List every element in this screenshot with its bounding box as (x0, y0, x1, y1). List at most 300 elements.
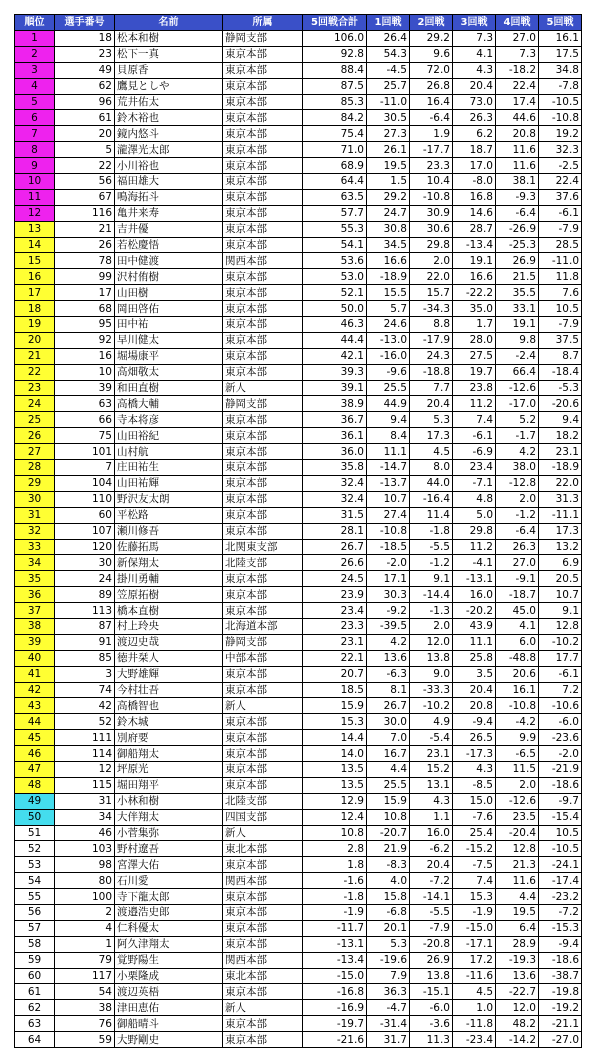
player-number-cell: 46 (55, 825, 115, 841)
round-3-score-cell: 5.0 (453, 507, 496, 523)
player-number-cell: 3 (55, 666, 115, 682)
total-score-cell: -16.9 (303, 1000, 367, 1016)
branch-cell: 東京本部 (223, 571, 303, 587)
player-name-cell: 橋本直樹 (115, 603, 223, 619)
round-1-score-cell: 25.5 (367, 380, 410, 396)
round-3-score-cell: 4.5 (453, 984, 496, 1000)
round-2-score-cell: 4.5 (410, 444, 453, 460)
player-number-cell: 89 (55, 587, 115, 603)
total-score-cell: 32.4 (303, 475, 367, 491)
round-2-score-cell: 9.1 (410, 571, 453, 587)
round-2-score-cell: 5.3 (410, 412, 453, 428)
player-number-cell: 68 (55, 301, 115, 317)
player-number-cell: 7 (55, 460, 115, 476)
total-score-cell: 35.8 (303, 460, 367, 476)
branch-cell: 東京本部 (223, 317, 303, 333)
round-3-score-cell: 73.0 (453, 94, 496, 110)
round-5-score-cell: -9.7 (539, 793, 582, 809)
round-3-score-cell: 6.2 (453, 126, 496, 142)
player-name-cell: 瀬川修吾 (115, 523, 223, 539)
rank-cell: 43 (15, 698, 55, 714)
round-2-score-cell: 11.4 (410, 507, 453, 523)
player-number-cell: 54 (55, 984, 115, 1000)
round-1-score-cell: 21.9 (367, 841, 410, 857)
header-name: 名前 (115, 15, 223, 31)
total-score-cell: 88.4 (303, 62, 367, 78)
round-1-score-cell: 10.8 (367, 809, 410, 825)
table-row (15, 746, 582, 762)
table-row (15, 777, 582, 793)
round-4-score-cell: -12.6 (496, 793, 539, 809)
table-row (15, 158, 582, 174)
round-4-score-cell: 6.0 (496, 634, 539, 650)
player-number-cell: 87 (55, 618, 115, 634)
table-row (15, 968, 582, 984)
table-row (15, 285, 582, 301)
total-score-cell: 46.3 (303, 317, 367, 333)
total-score-cell: 14.0 (303, 746, 367, 762)
round-1-score-cell: 4.0 (367, 873, 410, 889)
round-3-score-cell: -1.9 (453, 904, 496, 920)
round-4-score-cell: 11.6 (496, 142, 539, 158)
round-3-score-cell: 7.3 (453, 31, 496, 47)
player-number-cell: 95 (55, 317, 115, 333)
branch-cell: 東京本部 (223, 126, 303, 142)
round-5-score-cell: -10.2 (539, 634, 582, 650)
branch-cell: 東京本部 (223, 412, 303, 428)
round-3-score-cell: 20.4 (453, 682, 496, 698)
round-5-score-cell: 20.5 (539, 571, 582, 587)
branch-cell: 関西本部 (223, 253, 303, 269)
branch-cell: 東京本部 (223, 1032, 303, 1048)
player-name-cell: 宮澤大佑 (115, 857, 223, 873)
table-row (15, 110, 582, 126)
branch-cell: 新人 (223, 698, 303, 714)
round-4-score-cell: -20.4 (496, 825, 539, 841)
rank-cell: 17 (15, 285, 55, 301)
player-name-cell: 小林和樹 (115, 793, 223, 809)
round-2-score-cell: 44.0 (410, 475, 453, 491)
branch-cell: 東京本部 (223, 746, 303, 762)
player-name-cell: 鷹見としや (115, 78, 223, 94)
player-name-cell: 早川健太 (115, 332, 223, 348)
round-2-score-cell: 17.3 (410, 428, 453, 444)
rank-cell: 40 (15, 650, 55, 666)
table-row (15, 857, 582, 873)
total-score-cell: 50.0 (303, 301, 367, 317)
round-1-score-cell: 5.3 (367, 936, 410, 952)
player-name-cell: 石川愛 (115, 873, 223, 889)
round-4-score-cell: 26.3 (496, 539, 539, 555)
total-score-cell: 12.4 (303, 809, 367, 825)
total-score-cell: 85.3 (303, 94, 367, 110)
round-4-score-cell: 19.1 (496, 317, 539, 333)
table-row (15, 730, 582, 746)
round-4-score-cell: -4.2 (496, 714, 539, 730)
total-score-cell: 15.3 (303, 714, 367, 730)
round-2-score-cell: -1.3 (410, 603, 453, 619)
round-5-score-cell: 10.5 (539, 825, 582, 841)
branch-cell: 東京本部 (223, 110, 303, 126)
round-1-score-cell: -31.4 (367, 1016, 410, 1032)
player-name-cell: 吉井優 (115, 221, 223, 237)
round-4-score-cell: 11.5 (496, 761, 539, 777)
round-3-score-cell: 26.5 (453, 730, 496, 746)
table-row (15, 698, 582, 714)
table-row (15, 428, 582, 444)
rank-cell: 63 (15, 1016, 55, 1032)
round-4-score-cell: 27.0 (496, 31, 539, 47)
round-1-score-cell: -4.5 (367, 62, 410, 78)
rank-cell: 49 (15, 793, 55, 809)
round-5-score-cell: 7.2 (539, 682, 582, 698)
header-rank: 順位 (15, 15, 55, 31)
round-5-score-cell: -6.1 (539, 666, 582, 682)
round-4-score-cell: -12.6 (496, 380, 539, 396)
player-name-cell: 田中健渡 (115, 253, 223, 269)
rank-cell: 2 (15, 46, 55, 62)
player-number-cell: 59 (55, 1032, 115, 1048)
table-row (15, 174, 582, 190)
total-score-cell: 36.0 (303, 444, 367, 460)
total-score-cell: 75.4 (303, 126, 367, 142)
round-1-score-cell: 31.7 (367, 1032, 410, 1048)
player-name-cell: 大伴翔太 (115, 809, 223, 825)
player-number-cell: 60 (55, 507, 115, 523)
rank-cell: 9 (15, 158, 55, 174)
player-number-cell: 34 (55, 809, 115, 825)
round-2-score-cell: 9.6 (410, 46, 453, 62)
rank-cell: 13 (15, 221, 55, 237)
player-name-cell: 鏡内悠斗 (115, 126, 223, 142)
round-4-score-cell: 48.2 (496, 1016, 539, 1032)
rank-cell: 29 (15, 475, 55, 491)
player-number-cell: 63 (55, 396, 115, 412)
player-number-cell: 100 (55, 889, 115, 905)
round-1-score-cell: 9.4 (367, 412, 410, 428)
table-row (15, 31, 582, 47)
round-2-score-cell: -17.7 (410, 142, 453, 158)
round-2-score-cell: 4.3 (410, 793, 453, 809)
total-score-cell: 84.2 (303, 110, 367, 126)
table-row (15, 936, 582, 952)
round-2-score-cell: -5.5 (410, 539, 453, 555)
table-row (15, 364, 582, 380)
table-row (15, 603, 582, 619)
round-1-score-cell: -14.7 (367, 460, 410, 476)
rank-cell: 22 (15, 364, 55, 380)
player-number-cell: 110 (55, 491, 115, 507)
rank-cell: 38 (15, 618, 55, 634)
round-3-score-cell: 7.4 (453, 412, 496, 428)
branch-cell: 北関東支部 (223, 539, 303, 555)
header-round-3: 3回戦 (453, 15, 496, 31)
round-2-score-cell: 12.0 (410, 634, 453, 650)
round-5-score-cell: -10.6 (539, 698, 582, 714)
player-number-cell: 39 (55, 380, 115, 396)
player-number-cell: 66 (55, 412, 115, 428)
rank-cell: 58 (15, 936, 55, 952)
branch-cell: 東京本部 (223, 301, 303, 317)
round-3-score-cell: 16.8 (453, 189, 496, 205)
player-name-cell: 堀田翔平 (115, 777, 223, 793)
total-score-cell: 57.7 (303, 205, 367, 221)
round-5-score-cell: 19.2 (539, 126, 582, 142)
round-4-score-cell: -9.1 (496, 571, 539, 587)
player-number-cell: 91 (55, 634, 115, 650)
total-score-cell: 71.0 (303, 142, 367, 158)
round-2-score-cell: 10.4 (410, 174, 453, 190)
player-name-cell: 岡田啓佑 (115, 301, 223, 317)
branch-cell: 東京本部 (223, 730, 303, 746)
round-3-score-cell: 25.8 (453, 650, 496, 666)
round-2-score-cell: 26.8 (410, 78, 453, 94)
round-3-score-cell: -8.0 (453, 174, 496, 190)
round-5-score-cell: 9.4 (539, 412, 582, 428)
round-5-score-cell: -9.4 (539, 936, 582, 952)
table-row (15, 46, 582, 62)
round-2-score-cell: 11.3 (410, 1032, 453, 1048)
round-5-score-cell: 23.1 (539, 444, 582, 460)
table-row (15, 237, 582, 253)
round-2-score-cell: -6.4 (410, 110, 453, 126)
round-2-score-cell: 24.3 (410, 348, 453, 364)
round-5-score-cell: 11.8 (539, 269, 582, 285)
round-1-score-cell: 26.7 (367, 698, 410, 714)
round-4-score-cell: -17.0 (496, 396, 539, 412)
round-4-score-cell: 21.5 (496, 269, 539, 285)
branch-cell: 東京本部 (223, 1016, 303, 1032)
round-1-score-cell: 13.6 (367, 650, 410, 666)
round-3-score-cell: 16.6 (453, 269, 496, 285)
round-4-score-cell: 2.0 (496, 491, 539, 507)
round-2-score-cell: -34.3 (410, 301, 453, 317)
table-row (15, 682, 582, 698)
round-2-score-cell: -1.8 (410, 523, 453, 539)
branch-cell: 東京本部 (223, 332, 303, 348)
ranking-rows (15, 31, 582, 1048)
total-score-cell: 42.1 (303, 348, 367, 364)
rank-cell: 28 (15, 460, 55, 476)
round-3-score-cell: 4.8 (453, 491, 496, 507)
round-3-score-cell: 19.1 (453, 253, 496, 269)
round-2-score-cell: 2.0 (410, 253, 453, 269)
player-name-cell: 高橋智也 (115, 698, 223, 714)
round-2-score-cell: 20.4 (410, 396, 453, 412)
round-4-score-cell: -26.9 (496, 221, 539, 237)
total-score-cell: 22.1 (303, 650, 367, 666)
branch-cell: 関西本部 (223, 873, 303, 889)
branch-cell: 東京本部 (223, 460, 303, 476)
round-4-score-cell: 38.0 (496, 460, 539, 476)
branch-cell: 東京本部 (223, 777, 303, 793)
round-2-score-cell: 72.0 (410, 62, 453, 78)
round-5-score-cell: 17.3 (539, 523, 582, 539)
branch-cell: 東京本部 (223, 444, 303, 460)
round-5-score-cell: -18.4 (539, 364, 582, 380)
round-3-score-cell: 15.0 (453, 793, 496, 809)
round-2-score-cell: 8.8 (410, 317, 453, 333)
branch-cell: 東京本部 (223, 364, 303, 380)
round-4-score-cell: 21.3 (496, 857, 539, 873)
round-1-score-cell: 16.7 (367, 746, 410, 762)
total-score-cell: 20.7 (303, 666, 367, 682)
rank-cell: 32 (15, 523, 55, 539)
branch-cell: 東京本部 (223, 78, 303, 94)
round-3-score-cell: 1.0 (453, 1000, 496, 1016)
round-2-score-cell: 23.3 (410, 158, 453, 174)
round-3-score-cell: -13.1 (453, 571, 496, 587)
round-1-score-cell: 15.9 (367, 793, 410, 809)
round-4-score-cell: 45.0 (496, 603, 539, 619)
round-5-score-cell: -21.9 (539, 761, 582, 777)
round-4-score-cell: -1.7 (496, 428, 539, 444)
table-row (15, 444, 582, 460)
table-row (15, 555, 582, 571)
total-score-cell: 15.9 (303, 698, 367, 714)
total-score-cell: -19.7 (303, 1016, 367, 1032)
player-name-cell: 別府要 (115, 730, 223, 746)
branch-cell: 北海道本部 (223, 618, 303, 634)
round-1-score-cell: 29.2 (367, 189, 410, 205)
round-5-score-cell: 8.7 (539, 348, 582, 364)
player-number-cell: 61 (55, 110, 115, 126)
round-1-score-cell: 19.5 (367, 158, 410, 174)
rank-cell: 14 (15, 237, 55, 253)
table-row (15, 142, 582, 158)
round-3-score-cell: 11.1 (453, 634, 496, 650)
branch-cell: 北陸支部 (223, 555, 303, 571)
player-name-cell: 沢村侑樹 (115, 269, 223, 285)
table-row (15, 507, 582, 523)
round-1-score-cell: 4.4 (367, 761, 410, 777)
total-score-cell: -15.0 (303, 968, 367, 984)
round-4-score-cell: -6.5 (496, 746, 539, 762)
round-3-score-cell: 20.8 (453, 698, 496, 714)
round-1-score-cell: 44.9 (367, 396, 410, 412)
round-1-score-cell: 26.4 (367, 31, 410, 47)
table-row (15, 571, 582, 587)
round-1-score-cell: -6.8 (367, 904, 410, 920)
round-1-score-cell: -16.0 (367, 348, 410, 364)
player-name-cell: 田中祐 (115, 317, 223, 333)
player-number-cell: 85 (55, 650, 115, 666)
table-row (15, 650, 582, 666)
round-3-score-cell: -23.4 (453, 1032, 496, 1048)
round-4-score-cell: 12.0 (496, 1000, 539, 1016)
round-4-score-cell: -6.4 (496, 205, 539, 221)
player-name-cell: 平松路 (115, 507, 223, 523)
round-1-score-cell: -8.3 (367, 857, 410, 873)
round-1-score-cell: 7.9 (367, 968, 410, 984)
round-3-score-cell: -20.2 (453, 603, 496, 619)
branch-cell: 東京本部 (223, 666, 303, 682)
round-1-score-cell: 5.7 (367, 301, 410, 317)
total-score-cell: 36.1 (303, 428, 367, 444)
round-4-score-cell: -18.7 (496, 587, 539, 603)
table-row (15, 873, 582, 889)
player-name-cell: 山田裕紀 (115, 428, 223, 444)
player-name-cell: 新保翔太 (115, 555, 223, 571)
table-row (15, 332, 582, 348)
player-number-cell: 115 (55, 777, 115, 793)
player-name-cell: 鳴海拓斗 (115, 189, 223, 205)
total-score-cell: 32.4 (303, 491, 367, 507)
player-name-cell: 野沢友太朗 (115, 491, 223, 507)
round-5-score-cell: -18.6 (539, 777, 582, 793)
rank-cell: 4 (15, 78, 55, 94)
round-5-score-cell: 34.8 (539, 62, 582, 78)
branch-cell: 関西本部 (223, 952, 303, 968)
round-2-score-cell: -14.4 (410, 587, 453, 603)
total-score-cell: 14.4 (303, 730, 367, 746)
header-round-4: 4回戦 (496, 15, 539, 31)
round-4-score-cell: 22.4 (496, 78, 539, 94)
round-1-score-cell: -11.0 (367, 94, 410, 110)
round-3-score-cell: -7.6 (453, 809, 496, 825)
player-number-cell: 103 (55, 841, 115, 857)
branch-cell: 東京本部 (223, 285, 303, 301)
total-score-cell: 44.4 (303, 332, 367, 348)
round-2-score-cell: 13.8 (410, 968, 453, 984)
rank-cell: 25 (15, 412, 55, 428)
player-name-cell: 今村壮吾 (115, 682, 223, 698)
header-row (15, 15, 582, 31)
round-3-score-cell: -22.2 (453, 285, 496, 301)
round-4-score-cell: 11.6 (496, 158, 539, 174)
round-2-score-cell: 2.0 (410, 618, 453, 634)
player-number-cell: 23 (55, 46, 115, 62)
total-score-cell: -1.6 (303, 873, 367, 889)
total-score-cell: 23.1 (303, 634, 367, 650)
round-4-score-cell: -25.3 (496, 237, 539, 253)
round-3-score-cell: 43.9 (453, 618, 496, 634)
table-row (15, 189, 582, 205)
round-4-score-cell: 12.8 (496, 841, 539, 857)
player-number-cell: 24 (55, 571, 115, 587)
table-row (15, 793, 582, 809)
total-score-cell: -11.7 (303, 920, 367, 936)
rank-cell: 48 (15, 777, 55, 793)
table-row (15, 348, 582, 364)
branch-cell: 東京本部 (223, 221, 303, 237)
total-score-cell: 23.3 (303, 618, 367, 634)
player-name-cell: 渡辺史哉 (115, 634, 223, 650)
round-2-score-cell: 13.8 (410, 650, 453, 666)
round-2-score-cell: -10.2 (410, 698, 453, 714)
table-row (15, 714, 582, 730)
branch-cell: 新人 (223, 1000, 303, 1016)
round-5-score-cell: -10.8 (539, 110, 582, 126)
player-name-cell: 大野雄輝 (115, 666, 223, 682)
player-number-cell: 18 (55, 31, 115, 47)
total-score-cell: 26.7 (303, 539, 367, 555)
round-5-score-cell: 13.2 (539, 539, 582, 555)
table-row (15, 380, 582, 396)
round-1-score-cell: 26.1 (367, 142, 410, 158)
rank-cell: 15 (15, 253, 55, 269)
branch-cell: 東京本部 (223, 428, 303, 444)
table-row (15, 1032, 582, 1048)
table-row (15, 205, 582, 221)
round-2-score-cell: -16.4 (410, 491, 453, 507)
branch-cell: 東京本部 (223, 936, 303, 952)
branch-cell: 東京本部 (223, 714, 303, 730)
total-score-cell: 13.5 (303, 761, 367, 777)
header-round-1: 1回戦 (367, 15, 410, 31)
round-4-score-cell: 2.0 (496, 777, 539, 793)
branch-cell: 東京本部 (223, 237, 303, 253)
